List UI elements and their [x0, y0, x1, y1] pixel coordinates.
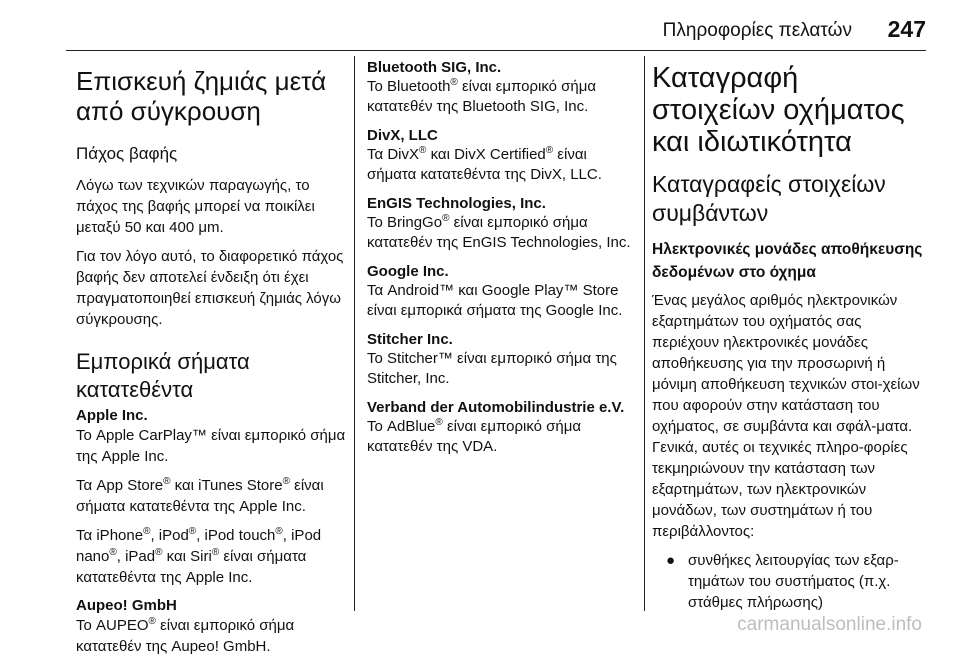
subheading-storage-units: Ηλεκτρονικές μονάδες αποθήκευσης δεδομένων στο όχημα — [652, 241, 923, 281]
paragraph: Το BringGo® είναι εμπορικό σήμα κατατεθέν της EnGIS Technologies, Inc. — [367, 213, 631, 251]
column-2 — [367, 58, 635, 466]
paragraph: Τα iPhone®, iPod®, iPod touch®, iPod nano®, iPad® και Siri® είναι σήματα κατατεθέντα της Apple Inc. — [76, 526, 322, 586]
paragraph: Λόγω των τεχνικών παραγωγής, το πάχος της βαφής μπορεί να ποικίλει μεταξύ 50 και 400 μm. — [76, 177, 315, 236]
paragraph: Τα DivX® και DivX Certified® είναι σήματα κατατεθέντα της DivX, LLC. — [367, 145, 602, 183]
section-heading-data-recording: Καταγραφή στοιχείων οχήματος και ιδιωτικότητα — [652, 62, 905, 158]
column-3 — [652, 58, 928, 613]
header-rule — [66, 50, 926, 51]
bullet-icon: ● — [666, 552, 676, 569]
paragraph: Το Apple CarPlay™ είναι εμπορικό σήμα της Apple Inc. — [76, 427, 346, 465]
page-number: 247 — [887, 16, 926, 42]
column-divider — [354, 56, 355, 611]
paragraph: Το AUPEO® είναι εμπορικό σήμα κατατεθέν της Aupeo! GmbH. — [76, 616, 295, 655]
entry-title-vda: Verband der Automobilindustrie e.V. — [367, 399, 625, 416]
entry-title-apple: Apple Inc. — [76, 407, 148, 424]
paragraph: Τα App Store® και iTunes Store® είναι σήματα κατατεθέντα της Apple Inc. — [76, 476, 324, 515]
paragraph: Τα Android™ και Google Play™ Store είναι εμπορικά σήματα της Google Inc. — [367, 282, 623, 319]
paragraph: Το Bluetooth® είναι εμπορικό σήμα κατατεθέν της Bluetooth SIG, Inc. — [367, 77, 597, 115]
column-divider — [644, 56, 645, 611]
section-heading-repair: Επισκευή ζημιάς μετά από σύγκρουση — [76, 66, 327, 126]
subheading-paint-thickness: Πάχος βαφής — [76, 144, 178, 163]
list-item: ● συνθήκες λειτουργίας των εξαρ-τημάτων του συστήματος (π.χ. στάθμες πλήρωσης) — [666, 552, 899, 611]
entry-title-google: Google Inc. — [367, 263, 449, 280]
column-1 — [76, 58, 348, 665]
page-header — [0, 0, 960, 52]
paragraph: Για τον λόγο αυτό, το διαφορετικό πάχος βαφής δεν αποτελεί ένδειξη ότι έχει πραγματοποιηθεί επισκευή ζημιάς λόγω σύγκρουσης. — [76, 248, 344, 328]
entry-title-aupeo: Aupeo! GmbH — [76, 597, 177, 614]
subheading-trademarks: Εμπορικά σήματα κατατεθέντα — [76, 349, 250, 402]
header-title: Πληροφορίες πελατών — [662, 20, 852, 41]
entry-title-bluetooth: Bluetooth SIG, Inc. — [367, 59, 502, 76]
entry-title-stitcher: Stitcher Inc. — [367, 331, 453, 348]
bullet-list — [652, 550, 928, 613]
entry-title-divx: DivX, LLC — [367, 127, 438, 144]
paragraph: Το AdBlue® είναι εμπορικό σήμα κατατεθέν της VDA. — [367, 417, 582, 455]
entry-title-engis: EnGIS Technologies, Inc. — [367, 195, 546, 212]
paragraph: Το Stitcher™ είναι εμπορικό σήμα της Stitcher, Inc. — [367, 350, 617, 387]
watermark: carmanualsonline.info — [737, 614, 922, 635]
subheading-event-recorders: Καταγραφείς στοιχείων συμβάντων — [652, 171, 886, 226]
paragraph: Ένας μεγάλος αριθμός ηλεκτρονικών εξαρτημάτων του οχήματός σας περιέχουν ηλεκτρονικές μονάδες αποθήκευσης για την προσωρινή ή μόνιμη αποθήκευση τεχνικών στοι-χείων που αφορούν στην κατάσταση του οχήματος, σε συμβάντα και σφάλ-ματα. Γενικά, αυτές οι τεχνικές πληρο-φορίες τεκμηριώνουν την κατάσταση των εξαρτημάτων, των ηλεκτρονικών μονάδων, των συστημάτων ή του περιβάλλοντος: — [652, 292, 920, 540]
